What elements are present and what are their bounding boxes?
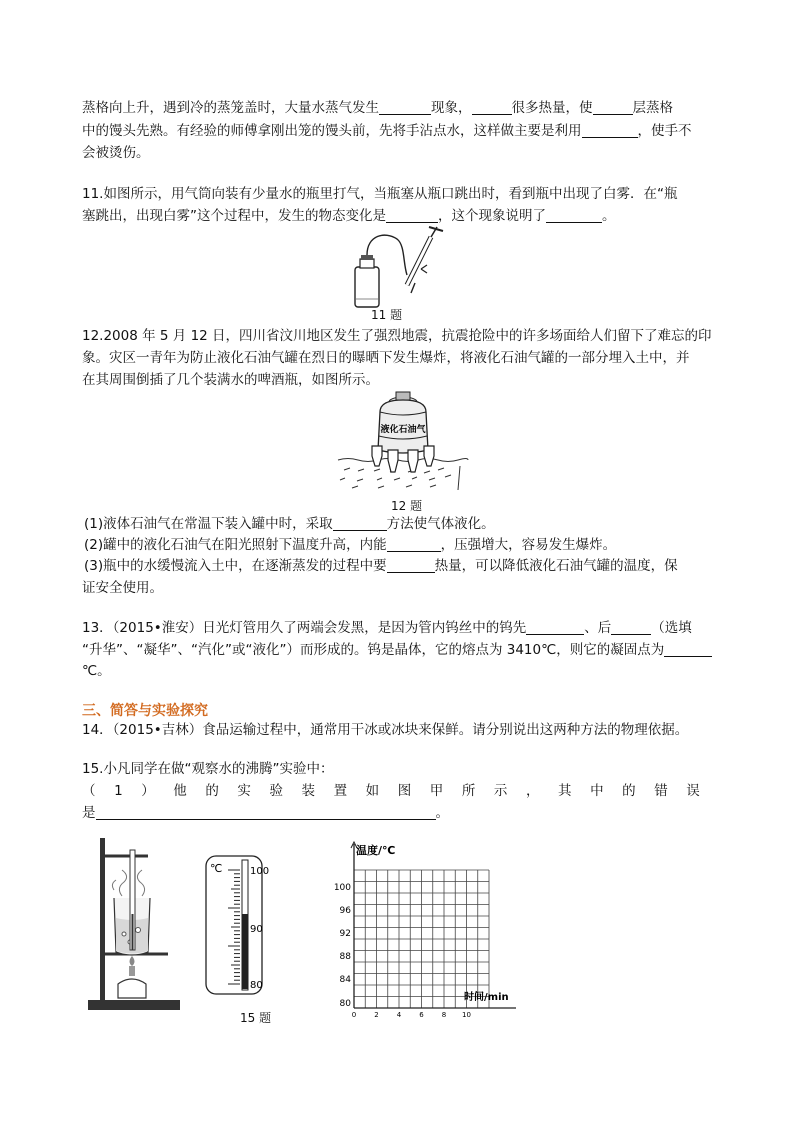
q11-text-c: 。	[602, 208, 616, 224]
thermometer-figure	[204, 854, 270, 996]
x-tick-label: 2	[374, 1011, 379, 1019]
q12-s3-text-b: 热量，可以降低液化石油气罐的温度，保	[434, 558, 678, 574]
bottle-icon	[355, 255, 379, 307]
q12-s1-text-a: (1)液体石油气在常温下装入罐中时，采取	[84, 516, 333, 532]
y-tick-label: 92	[339, 929, 351, 939]
thermo-unit: ℃	[210, 862, 223, 875]
q15-line-1: 15.小凡同学在做“观察水的沸腾”实验中：	[82, 761, 334, 777]
answer-blank[interactable]	[546, 208, 602, 223]
q12-sub-3	[84, 556, 678, 576]
q15-char: 如	[365, 783, 380, 799]
answer-blank[interactable]	[593, 100, 633, 115]
q14-line: 14．（2015•吉林）食品运输过程中，通常用干冰或冰块来保鲜。请分别说出这两种方法的物理依据。	[82, 722, 689, 738]
y-tick-label: 80	[339, 999, 351, 1009]
q15-char: 图	[397, 783, 412, 799]
q12-s1-text-b: 方法使气体液化。	[386, 516, 495, 532]
figure-15-caption: 15 题	[240, 1011, 272, 1025]
thermo-tick-label: 90	[250, 924, 263, 935]
q10-text-b: 现象，	[431, 100, 472, 116]
q15-char: 实	[237, 783, 251, 799]
q12-s3-text-a: (3)瓶中的水缓慢流入土中，在逐渐蒸发的过程中要	[84, 558, 387, 574]
q10-text-e: 中的馒头先熟。有经验的师傅拿刚出笼的馒头前，先将手沾点水，这样做主要是利用	[82, 123, 582, 139]
q13-text-d: “升华”、“凝华”、“汽化”或“液化”）而形成的。钨是晶体，它的熔点为 3410℃，则它的凝固点为	[82, 642, 665, 658]
q10-line-3: 会被烫伤。	[82, 145, 150, 161]
q13-text-a: 13．（2015•淮安）日光灯管用久了两端会发黑，是因为管内钨丝中的钨先	[82, 620, 527, 636]
q11-text-b: ，这个现象说明了	[438, 208, 546, 224]
q11-line-2	[82, 206, 616, 226]
q15-char: 验	[269, 783, 283, 799]
y-tick-label: 100	[333, 883, 351, 893]
q15-char: 他	[173, 783, 187, 799]
q12-s2-text-a: (2)罐中的液化石油气在阳光照射下温度升高，内能	[84, 537, 387, 553]
q15-line-2	[82, 781, 700, 801]
bottle-pump-figure	[345, 225, 445, 311]
alcohol-burner-icon	[118, 956, 146, 998]
steam-icon	[112, 870, 144, 896]
answer-blank[interactable]	[387, 537, 441, 552]
answer-blank[interactable]	[526, 620, 584, 635]
q15-char: 装	[301, 783, 316, 799]
q12-s2-text-b: ，压强增大，容易发生爆炸。	[440, 537, 617, 553]
q15-char: 中	[590, 783, 604, 799]
thermo-tick-label: 80	[250, 980, 263, 991]
gas-tank-figure	[334, 390, 472, 494]
x-tick-label: 0	[351, 1011, 357, 1019]
answer-blank[interactable]	[582, 123, 638, 138]
q13-line-3: ℃。	[82, 663, 111, 679]
x-tick-label: 8	[441, 1011, 447, 1019]
q10-text-d: 层蒸格	[632, 100, 673, 116]
q15-text-b: 。	[435, 805, 449, 821]
q15-char: 错	[654, 783, 668, 799]
figure-12-caption: 12 题	[391, 499, 423, 513]
q12-sub-1	[84, 514, 495, 534]
q12-line-3: 在其周围倒插了几个装满水的啤酒瓶，如图所示。	[82, 372, 379, 388]
q15-char: 的	[622, 783, 636, 799]
gas-tank-icon	[378, 392, 428, 453]
answer-blank[interactable]	[611, 620, 651, 635]
q10-line-2	[82, 121, 692, 141]
answer-blank[interactable]	[96, 805, 436, 820]
q12-sub-2	[84, 535, 616, 555]
q15-char: 示	[493, 783, 508, 799]
q13-line-2	[82, 640, 712, 660]
pump-icon	[407, 227, 443, 293]
thermo-tick-label: 100	[250, 866, 270, 877]
answer-blank[interactable]	[333, 516, 387, 531]
figure-11-caption: 11 题	[371, 308, 403, 322]
q15-char: 置	[333, 783, 348, 799]
mercury-column	[243, 914, 248, 989]
q15-char: 其	[558, 783, 572, 799]
q13-line-1	[82, 618, 692, 638]
x-axis-label: 时间/min	[464, 992, 509, 1003]
y-tick-label: 84	[339, 975, 351, 985]
q15-line-3	[82, 803, 449, 823]
soil-ground	[338, 459, 468, 491]
q12-line-2: 象。灾区一青年为防止液化石油气罐在烈日的曝晒下发生爆炸，将液化石油气罐的一部分埋入土中，并	[82, 350, 690, 366]
q11-text-a: 塞跳出，出现白雾”这个过程中，发生的物态变化是	[82, 208, 386, 224]
answer-blank[interactable]	[387, 558, 435, 573]
stand-rod	[100, 838, 105, 1002]
q12-sub-4: 证安全使用。	[82, 580, 163, 596]
answer-blank[interactable]	[664, 642, 712, 657]
q15-char: 甲	[429, 783, 444, 799]
boiling-apparatus-figure	[84, 834, 184, 1014]
answer-blank[interactable]	[379, 100, 431, 115]
answer-blank[interactable]	[472, 100, 512, 115]
q15-text-a: 是	[82, 805, 96, 821]
q15-char: 误	[686, 783, 700, 799]
y-axis-label: 温度/℃	[356, 844, 396, 857]
x-tick-label: 10	[462, 1011, 471, 1019]
y-tick-label: 96	[339, 906, 351, 916]
q15-char: ，	[525, 783, 540, 799]
q15-char: ）	[141, 783, 155, 799]
q10-line-1	[82, 98, 673, 118]
x-tick-label: 4	[396, 1011, 402, 1019]
q13-text-c: （选填	[651, 620, 692, 636]
q15-char: 所	[461, 783, 476, 799]
q15-char: （	[82, 783, 96, 799]
tank-label: 液化石油气	[380, 425, 426, 435]
y-tick-label: 88	[339, 952, 351, 962]
q15-char: 的	[205, 783, 219, 799]
q13-text-b: 、后	[584, 620, 612, 636]
section-heading: 三、简答与实验探究	[82, 703, 208, 719]
q10-text-a: 蒸格向上升，遇到冷的蒸笼盖时，大量水蒸气发生	[82, 100, 379, 116]
x-tick-label: 6	[419, 1011, 424, 1019]
graph-grid	[354, 870, 489, 1008]
temperature-graph	[334, 838, 520, 1018]
q10-text-f: ，使手不	[637, 123, 692, 139]
answer-blank[interactable]	[386, 208, 438, 223]
q12-line-1: 12.2008 年 5 月 12 日，四川省汶川地区发生了强烈地震，抗震抢险中的许多场面给人们留下了难忘的印	[82, 328, 712, 344]
q15-char: 1	[114, 783, 123, 799]
q11-line-1: 11.如图所示，用气筒向装有少量水的瓶里打气，当瓶塞从瓶口跳出时，看到瓶中出现了白雾．在“瓶	[82, 186, 678, 202]
q10-text-c: 很多热量，使	[511, 100, 593, 116]
